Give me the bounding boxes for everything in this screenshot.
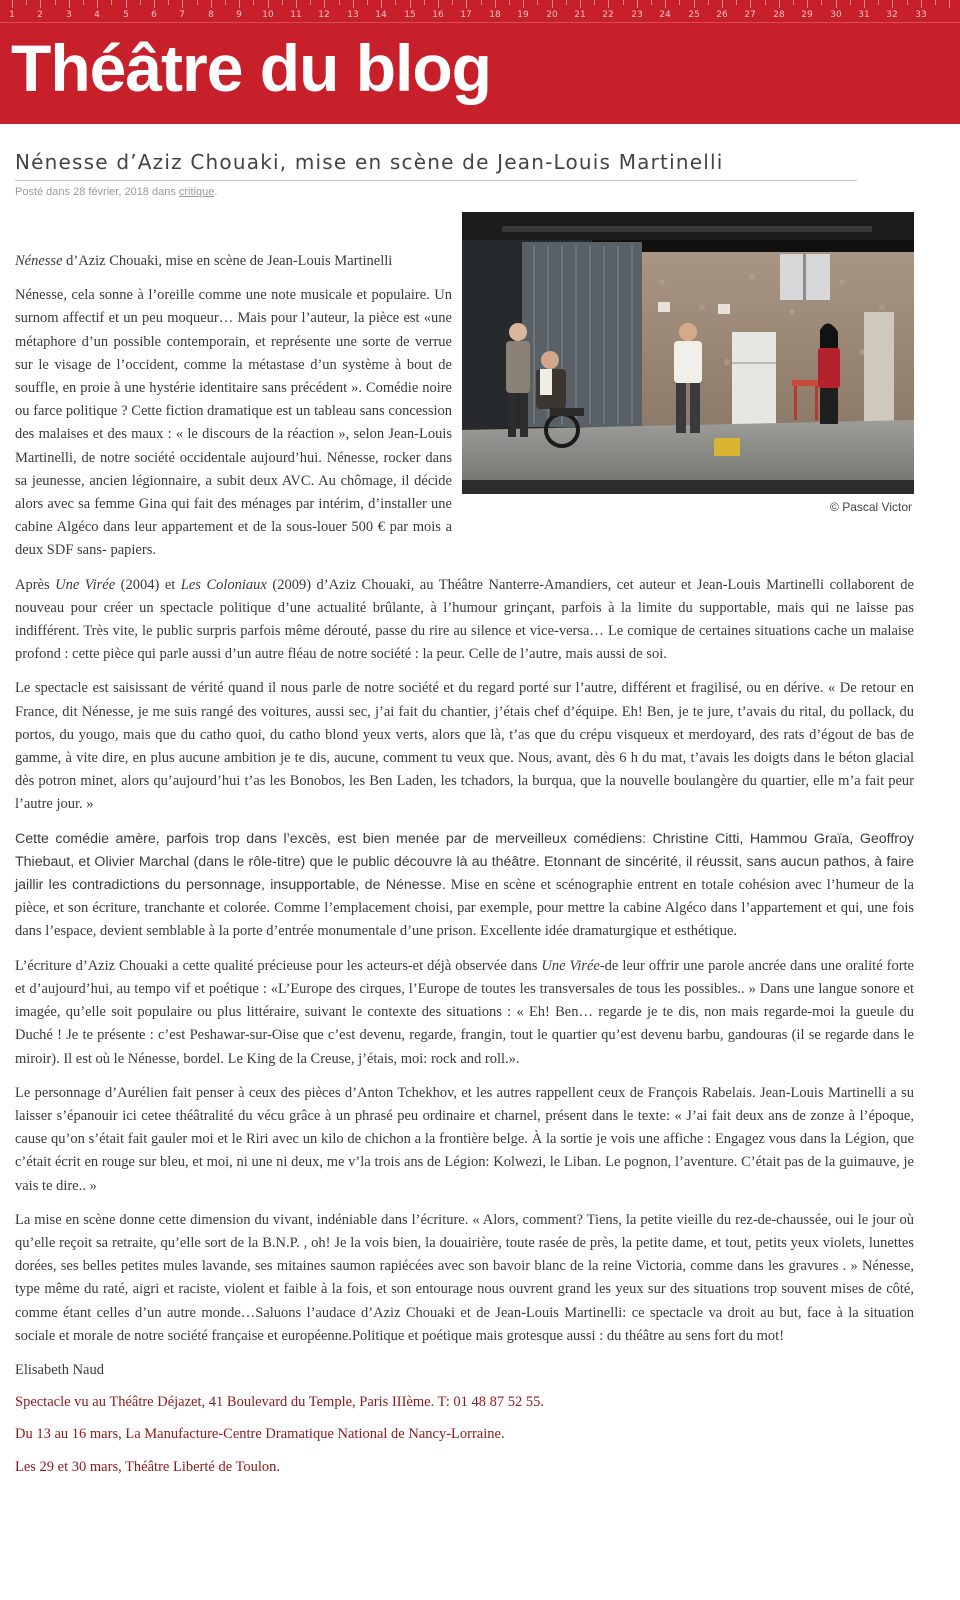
site-title[interactable]: Théâtre du blog xyxy=(11,31,491,105)
ruler-tick xyxy=(821,0,822,5)
post-title[interactable]: Nénesse d’Aziz Chouaki, mise en scène de Jean-Louis Martinelli xyxy=(15,150,724,174)
paragraph-4 xyxy=(15,828,914,944)
ruler-tick xyxy=(892,0,893,8)
ruler-tick xyxy=(694,0,695,8)
ruler-number: 21 xyxy=(574,10,586,20)
ruler-tick xyxy=(750,0,751,8)
post-date-text: Posté dans 28 février, 2018 dans xyxy=(15,186,179,198)
ruler-tick xyxy=(807,0,808,8)
ruler-number: 7 xyxy=(179,10,185,20)
ruler-number: 3 xyxy=(66,10,72,20)
paragraph-6: Le personnage d’Aurélien fait penser à ceux des pièces d’Anton Tchekhov, et les autres rappellent ceux de François Rabelais. Jean-Louis Martinelli a su laisser s’épanouir ici cetee théâtralité du vécu grâce à un phrasé peu ordinaire et charnel, présent dans le texte: « J’ai fait deux ans de zonze à l’époque, cause qu’on s’était fait gauler moi et le Riri avec un kilo de chichon a la frontière belge. À la sortie je vois une affiche : Engagez vous dans la Légion, que c’était écrit en rouge sur bleu, et moi, ni une ni deux, me v’la trois ans de Légion: Kolwezi, le Liban. Le pognon, l’aventure. C’était pas de la guimauve, je vais te dire.. » xyxy=(15,1084,914,1194)
ruler-number: 4 xyxy=(94,10,100,20)
ruler-tick xyxy=(55,0,56,5)
ruler-tick xyxy=(481,0,482,5)
ruler-number: 22 xyxy=(602,10,614,20)
ruler-number: 30 xyxy=(830,10,842,20)
article-body xyxy=(15,212,914,1488)
ruler-number: 26 xyxy=(716,10,728,20)
paragraph-7: La mise en scène donne cette dimension du vivant, indéniable dans l’écriture. « Alors, comment? Tiens, la petite vieille du rez-de-chaussée, oui le jour où qu’elle reçoit sa retraite, qu’elle sort de la B.N.P. , oh! Je la vois bien, la douairière, toute rasée de près, la petite dame, et tout, petits yeux violets, lunettes dorées, ses belles petites mules lavande, ses mitaines saumon rapiécées avec son bavoir blanc de la reine Victoria, comme dans les gravures . » Nénesse, type même du raté, aigri et raciste, violent et faible à la fois, et son entourage nous ouvrent grand les yeux sur des situations trop souvent mises de côté, comme étant celles d’un autre monde…Saluons l’audace d’Aziz Chouaki et de Jean-Louis Martinelli: ce spectacle va droit au but, face à la situation sociale et morale de notre société française et européenne.Politique et poétique mais grotesque aussi : du théâtre au sens fort du mot! xyxy=(15,1211,914,1344)
ruler-tick xyxy=(296,0,297,8)
ruler-tick xyxy=(864,0,865,8)
ruler-tick xyxy=(594,0,595,5)
ruler-number: 9 xyxy=(236,10,242,20)
ruler-number: 10 xyxy=(262,10,274,20)
ruler-tick xyxy=(949,0,950,8)
lead-rest: d’Aziz Chouaki, mise en scène de Jean-Louis Martinelli xyxy=(62,253,393,269)
ruler-tick xyxy=(452,0,453,5)
p4-serif-text: Mise en scène et scénographie entrent en totale cohésion avec l’humeur de la pièce, et son écriture, tranchante et colorée. Comme l’emplacement choisi, par exemple, pour mettre la cabine Algéco dans l’appartement et qui, une fois dans l’espace, devient semblable à la porte d’entrée monumentale d’une prison. Excellente idée dramaturgique et esthétique. xyxy=(15,877,914,940)
ruler-tick xyxy=(225,0,226,5)
ruler-number: 8 xyxy=(208,10,214,20)
ruler-tick xyxy=(623,0,624,5)
p2-title-une-viree: Une Virée xyxy=(55,576,116,593)
ruler-tick xyxy=(850,0,851,5)
venue-toulon: Les 29 et 30 mars, Théâtre Liberté de Toulon. xyxy=(15,1458,281,1475)
ruler-tick xyxy=(637,0,638,8)
ruler-tick xyxy=(438,0,439,8)
ruler-tick xyxy=(651,0,652,5)
paragraph-5 xyxy=(15,955,914,1071)
ruler-tick xyxy=(12,0,13,8)
ruler-tick xyxy=(765,0,766,5)
ruler-tick xyxy=(665,0,666,8)
ruler-number: 18 xyxy=(489,10,501,20)
ruler-number: 27 xyxy=(744,10,756,20)
paragraph-1: Nénesse, cela sonne à l’oreille comme une note musicale et populaire. Un surnom affectif et un peu moqueur… Mais pour l’auteur, la pièce est «une métaphore d’un possible contemporain, et représente une sorte de verrue sur le visage de l’occident, comme la métastase d’un système à bout de souffle, en proie à une hystérie identitaire sans précédent ». Comédie noire ou farce politique ? Cette fiction dramatique est un tableau sans concession des malaises et des maux : « le discours de la réaction », selon Jean-Louis Martinelli, de notre société occidentale aujourd’hui. Nénesse, rocker dans sa jeunesse, ancien légionnaire, a subit deux AVC. Au chômage, il décide alors avec sa femme Gina qui fait des ménages par intérim, d’installer une cabine Algéco dans leur appartement et de la sous-louer 500 € par mois a deux SDF sans- papiers. xyxy=(15,287,452,559)
ruler-tick xyxy=(69,0,70,8)
ruler-number: 19 xyxy=(517,10,529,20)
ruler-tick xyxy=(367,0,368,5)
ruler-number: 15 xyxy=(404,10,416,20)
ruler-tick xyxy=(168,0,169,5)
ruler-tick xyxy=(566,0,567,5)
ruler-tick xyxy=(282,0,283,5)
photo-credit: © Pascal Victor xyxy=(830,500,912,514)
ruler-tick xyxy=(239,0,240,8)
ruler-tick xyxy=(907,0,908,5)
p2-title-les-coloniaux: Les Coloniaux xyxy=(180,576,267,593)
ruler-number: 31 xyxy=(858,10,870,20)
ruler-tick xyxy=(197,0,198,5)
p2-text-c: (2009) d’Aziz Chouaki, au Théâtre Nanterre-Amandiers, cet auteur et Jean-Louis Martinelli collaborent de nouveau pour créer un spectacle politique d’une actualité brûlante, à l’humour grinçant, parfois à la limite du supportable, mais qui ne laisse pas indifférent. Très vite, le public surpris parfois même dérouté, passe du rire au silence et vice-versa… Le comique de certaines situations cache un malaise profond : cette pièce qui parle aussi d’un autre fléau de notre société : la peur. Celle de l’autre, mais aussi de soi. xyxy=(15,576,914,663)
venue-dejazet: Spectacle vu au Théâtre Déjazet, 41 Boulevard du Temple, Paris IIIème. T: 01 48 87 52 55. xyxy=(15,1394,544,1411)
paragraph-2 xyxy=(15,574,914,667)
ruler-tick xyxy=(523,0,524,8)
ruler-number: 6 xyxy=(151,10,157,20)
lead-title: Nénesse xyxy=(15,253,63,269)
ruler-number: 20 xyxy=(546,10,558,20)
ruler-number: 23 xyxy=(631,10,643,20)
ruler-number: 17 xyxy=(460,10,472,20)
category-link[interactable]: critique xyxy=(178,186,215,198)
article-photo-figure xyxy=(462,212,914,514)
ruler-number: 24 xyxy=(659,10,671,20)
ruler-tick xyxy=(26,0,27,5)
ruler-tick xyxy=(97,0,98,8)
ruler-tick xyxy=(580,0,581,8)
ruler-tick xyxy=(935,0,936,5)
ruler-tick xyxy=(608,0,609,8)
ruler-tick xyxy=(836,0,837,8)
ruler-number: 29 xyxy=(801,10,813,20)
title-divider xyxy=(15,180,857,181)
site-header xyxy=(0,0,960,124)
ruler-number: 13 xyxy=(347,10,359,20)
ruler-tick xyxy=(268,0,269,8)
meta-suffix: . xyxy=(214,186,218,198)
ruler-number: 1 xyxy=(9,10,15,20)
ruler-tick xyxy=(381,0,382,8)
ruler-tick xyxy=(466,0,467,8)
ruler-number: 14 xyxy=(375,10,387,20)
ruler-tick xyxy=(793,0,794,5)
p5-text-b: -de leur offrir une parole ancrée dans une oralité forte et d’aujourd’hui, au tempo vif et poétique : «L’Europe des cirques, l’Europe de toutes les transversales de tous les possibles.. » Dans une langue sonore et imagée, qu’elle soit populaire ou plus littéraire, suivant le contexte des situations : « Eh! Ben… regarde je te dis, non mais regarde-moi la gueule du Duché ! Je te présente : c’est Peshawar-sur-Oise que c’est devenu, regarde, frangin, tout le quartier qu’est devenu barbu, gandouras (il se regarde dans le miroir). Il est où le Nénesse, bordel. Le King de la Creuse, j’étais, moi: rock and roll.». xyxy=(15,957,914,1067)
ruler-tick xyxy=(253,0,254,5)
ruler-number: 11 xyxy=(290,10,302,20)
ruler-tick xyxy=(424,0,425,5)
ruler-tick xyxy=(921,0,922,8)
ruler-number: 33 xyxy=(915,10,927,20)
ruler-tick xyxy=(339,0,340,5)
ruler-tick xyxy=(537,0,538,5)
ruler-tick xyxy=(83,0,84,5)
ruler-tick xyxy=(878,0,879,5)
ruler-number: 32 xyxy=(886,10,898,20)
ruler-tick xyxy=(154,0,155,8)
ruler-tick xyxy=(736,0,737,5)
ruler-tick xyxy=(324,0,325,8)
header-ruler-decoration xyxy=(0,0,960,23)
ruler-number: 16 xyxy=(432,10,444,20)
ruler-tick xyxy=(410,0,411,8)
paragraph-3: Le spectacle est saisissant de vérité quand il nous parle de notre société et du regard porté sur l’autre, différent et fragilisé, ou en dérive. « De retour en France, dit Nénesse, je me suis rangé des voitures, aussi sec, j’ai fait du chantier, j’étais chef d’équipe. Eh! Ben, je te jure, t’avais du rital, du pollack, du portos, du yougo, mais que du catho quoi, du catho blond yeux verts, alors que là, t’as que du crépu visqueux et merdoyard, des rats d’égout de bas de gamme, à vite dire, en plus aucune ambition je te dis, aucune, comment tu veux que. Nous, avant, dès 6 h du mat, t’avais les doigts dans le béton glacial dès potron minet, alors qu’aujourd’hui t’as les Bonobos, les Ben Laden, les tchadors, la burqua, que la nouvelle boulangère du quartier, elle m’a fait peur l’autre jour. » xyxy=(15,680,914,813)
ruler-tick xyxy=(779,0,780,8)
p5-text-a: L’écriture d’Aziz Chouaki a cette qualité précieuse pour les acteurs-et déjà observée dans xyxy=(15,957,542,974)
ruler-tick xyxy=(211,0,212,8)
ruler-tick xyxy=(552,0,553,8)
ruler-tick xyxy=(495,0,496,8)
venue-nancy: Du 13 au 16 mars, La Manufacture-Centre Dramatique National de Nancy-Lorraine. xyxy=(15,1426,505,1443)
ruler-number: 28 xyxy=(773,10,785,20)
author-signature: Elisabeth Naud xyxy=(15,1361,104,1378)
stage-photo[interactable] xyxy=(462,212,914,494)
ruler-tick xyxy=(708,0,709,5)
post-meta xyxy=(15,186,217,198)
ruler-tick xyxy=(353,0,354,8)
ruler-tick xyxy=(40,0,41,8)
ruler-tick xyxy=(182,0,183,8)
p4-sans-text: Cette comédie amère, parfois trop dans l’excès, est bien menée par de merveilleux comédiens: Christine Citti, Hammou Graïa, Geoffroy Thiebaut, et Olivier Marchal (dans le rôle-titre) que le public découvre là au théâtre. Etonnant de sincérité, il réussit, sans aucun pathos, à faire jaillir les contradictions du personnage, insupportable, de Nénesse. xyxy=(15,830,914,894)
p2-text-b: (2004) et xyxy=(115,576,181,593)
ruler-tick xyxy=(509,0,510,5)
ruler-tick xyxy=(310,0,311,5)
p2-text-a: Après xyxy=(15,576,56,593)
ruler-number: 25 xyxy=(688,10,700,20)
ruler-number: 2 xyxy=(37,10,43,20)
ruler-tick xyxy=(140,0,141,5)
ruler-tick xyxy=(722,0,723,8)
p5-title-une-viree: Une Virée xyxy=(541,957,600,974)
ruler-tick xyxy=(126,0,127,8)
ruler-tick xyxy=(679,0,680,5)
ruler-tick xyxy=(395,0,396,5)
ruler-number: 5 xyxy=(123,10,129,20)
ruler-tick xyxy=(111,0,112,5)
ruler-number: 12 xyxy=(318,10,330,20)
